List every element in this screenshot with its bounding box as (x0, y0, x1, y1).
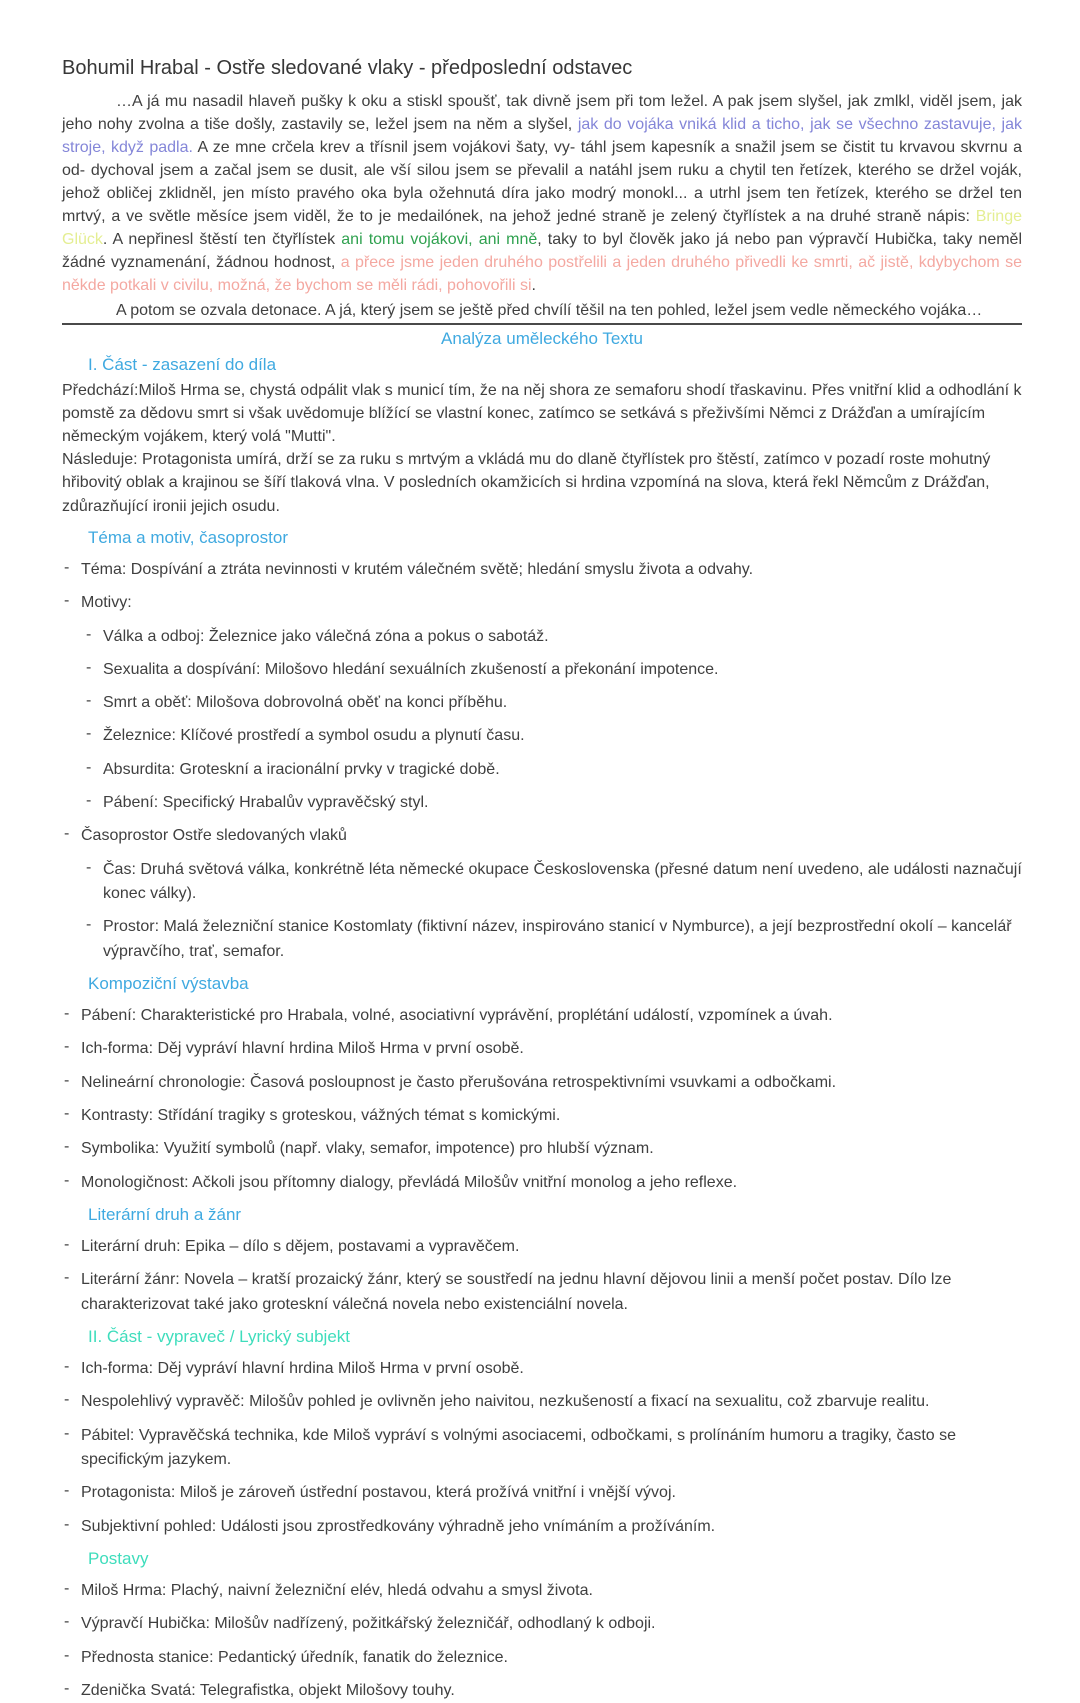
bullet-dash-icon: - (64, 1580, 70, 1597)
bullet-text: Smrt a oběť: Milošova dobrovolná oběť na konci příběhu. (103, 694, 508, 712)
bullet-text: Miloš Hrma: Plachý, naivní železniční elév, hledá odvahu a smysl života. (81, 1582, 593, 1599)
bullet-text: Ich-forma: Děj vypráví hlavní hrdina Miloš Hrma v první osobě. (81, 1360, 524, 1378)
section-heading: Literární druh a žánr (88, 1204, 242, 1224)
bullet-item (86, 691, 1022, 715)
bullet-dash-icon: - (64, 1171, 70, 1189)
bullet-text: Výpravčí Hubička: Milošův nadřízený, požitkářský železničář, odhodlaný k odboji. (81, 1615, 656, 1633)
section-heading: Postavy (88, 1548, 149, 1568)
bullet-item (64, 1037, 1022, 1061)
bullet-item (64, 1357, 1022, 1381)
bullet-item (64, 1646, 1022, 1670)
bullet-text: Literární druh: Epika – dílo s dějem, postavami a vypravěčem. (81, 1238, 520, 1255)
bullet-dash-icon: - (64, 1391, 70, 1409)
bullet-text: Časoprostor Ostře sledovaných vlaků (81, 827, 347, 845)
text-segment: a přece jsme jeden druhého postřelili a jeden druhého přivedli ke smrti, ač jistě, kdybychom se někde potkali v civilu, možná, že bychom se měli rádi, pohovořili si (62, 254, 1027, 295)
bullet-item (64, 1390, 1022, 1414)
bullet-dash-icon: - (86, 692, 92, 710)
bullet-text: Literární žánr: Novela – kratší prozaický žánr, který se soustředí na jednu hlavní dějovou linii a menší počet postav. Dílo lze charakterizovat také jako groteskní válečná novela nebo existenciální novela. (81, 1271, 952, 1313)
bullet-item (64, 1171, 1022, 1195)
bullet-text: Železnice: Klíčové prostředí a symbol osudu a plynutí času. (103, 727, 525, 745)
bullet-text: Pábení: Specifický Hrabalův vypravěčský styl. (103, 794, 429, 812)
bullet-text: Absurdita: Groteskní a iracionální prvky v tragické době. (103, 760, 500, 778)
bullet-item (64, 1268, 1022, 1317)
bullet-dash-icon: - (64, 1269, 70, 1287)
bullet-text: Symbolika: Využití symbolů (např. vlaky, semafor, impotence) pro hlubší význam. (81, 1140, 654, 1158)
bullet-text: Čas: Druhá světová válka, konkrétně léta německé okupace Československa (přesné datum není uvedeno, ale události naznačují konec války). (103, 860, 1022, 902)
bullet-dash-icon: - (64, 1679, 70, 1697)
excerpt-paragraph (62, 90, 1027, 297)
bullet-text: Protagonista: Miloš je zároveň ústřední postavou, která prožívá vnitřní i vnější vývoj. (81, 1484, 676, 1502)
bullet-dash-icon: - (86, 658, 92, 676)
text-segment: . (531, 277, 536, 295)
bullet-item (64, 591, 1022, 615)
section-heading: I. Část - zasazení do díla (88, 354, 277, 374)
bullet-text: Prostor: Malá železniční stanice Kostomlaty (fiktivní název, inspirováno stanicí v Nymburce), a její bezprostřední okolí – kancelář výpravčího, trať, semafor. (103, 918, 1012, 960)
bullet-text: Nespolehlivý vypravěč: Milošův pohled je ovlivněn jeho naivitou, nezkušeností a fixací na sexualitu, což zbarvuje realitu. (81, 1393, 930, 1411)
bullet-text: Kontrasty: Střídání tragiky s groteskou, vážných témat s komickými. (81, 1106, 561, 1124)
text-segment: jak do vojáka vniká klid a ticho, jak se všechno zastavuje, jak stroje, když padla. (62, 116, 1027, 157)
bullet-dash-icon: - (64, 1138, 70, 1156)
bullet-dash-icon: - (64, 825, 70, 843)
bullet-dash-icon: - (64, 1038, 70, 1056)
bullet-dash-icon: - (64, 1424, 70, 1442)
section-heading: Analýza uměleckého Textu (441, 329, 643, 349)
text-segment: Bringe Glück (62, 208, 1027, 249)
bullet-text: Subjektivní pohled: Události jsou zprostředkovány výhradně jeho vnímáním a prožíváním. (81, 1517, 716, 1535)
bullet-item (64, 1137, 1022, 1161)
bullet-text: Válka a odboj: Železnice jako válečná zóna a pokus o sabotáž. (103, 627, 549, 645)
bullet-dash-icon: - (64, 1482, 70, 1500)
bullet-item (86, 658, 1022, 682)
bullet-dash-icon: - (64, 1236, 70, 1253)
bullet-item (86, 858, 1022, 907)
bullet-dash-icon: - (64, 1071, 70, 1089)
text-segment: ani tomu vojákovi, ani mně (341, 231, 538, 249)
bullet-item (86, 791, 1022, 815)
bullet-text: Sexualita a dospívání: Milošovo hledání sexuálních zkušeností a překonání impotence. (103, 660, 719, 678)
bullet-text: Pábitel: Vypravěčská technika, kde Miloš vypráví s volnými asociacemi, odbočkami, s prolínáním humoru a tragiky, často se specifickým jazykem. (81, 1426, 957, 1468)
bullet-item (64, 1579, 1022, 1603)
bullet-dash-icon: - (86, 625, 92, 643)
bullet-item (64, 1004, 1022, 1028)
section-heading: Téma a motiv, časoprostor (88, 527, 288, 547)
section-heading: Kompoziční výstavba (88, 973, 249, 993)
bullet-dash-icon: - (64, 1005, 70, 1023)
paragraph: Následuje: Protagonista umírá, drží se za ruku s mrtvým a vkládá mu do dlaně čtyřlístek pro štěstí, zatímco v pozadí roste mohutný hřibovitý oblak a krajinou se šíří tlaková vlna. V posledních okamžicích si hrdina vzpomíná na slova, která řekl Němcům z Drážďan, zdůrazňující ironii jejich osudu. (62, 451, 991, 515)
bullet-dash-icon: - (64, 1646, 70, 1664)
bullet-text: Téma: Dospívání a ztráta nevinnosti v krutém válečném světě; hledání smyslu života a odvahy. (81, 560, 754, 578)
bullet-item (86, 625, 1022, 649)
bullet-dash-icon: - (86, 916, 92, 934)
text-segment: …A já mu nasadil hlaveň pušky k oku a stiskl spoušť, tak divně jsem při tom ležel. A pak jsem slyšel, jak zmlkl, viděl jsem, jak jeho nohy zvolna a tiše došly, zastavily se, ležel jsem na něm a slyšel, (62, 93, 1027, 134)
bullet-dash-icon: - (64, 1104, 70, 1122)
bullet-item (64, 1424, 1022, 1473)
bullet-dash-icon: - (86, 858, 92, 876)
bullet-text: Zdenička Svatá: Telegrafistka, objekt Milošovy touhy. (81, 1681, 455, 1699)
bullet-dash-icon: - (86, 792, 92, 810)
bullet-text: Monologičnost: Ačkoli jsou přítomny dialogy, převládá Milošův vnitřní monolog a jeho reflexe. (81, 1173, 738, 1191)
section-heading: II. Část - vypraveč / Lyrický subjekt (88, 1326, 350, 1346)
bullet-item (86, 915, 1022, 964)
underlined-excerpt-line: A potom se ozvala detonace. A já, který jsem se ještě před chvílí těšil na ten pohled, ležel jsem vedle německého vojáka… (62, 299, 1022, 325)
bullet-item (64, 824, 1022, 848)
bullet-item (64, 1481, 1022, 1505)
text-segment: A ze mne crčela krev a třísnil jsem vojákovi šaty, vy- táhl jsem kapesník a snažil jsem se čistit tu krvavou skvrnu a od- dychoval jsem a začal jsem se dusit, ale vší silou jsem se převalil a natáhl jsem ruku a chytil ten řetízek, kterého se držel voják, jehož obličej zklidněl, jen místo pravého oka byla ožehnutá díra jako modrý monokl... a utrhl jsem ten řetízek, kterého se držel ten mrtvý, a ve světle měsíce jsem viděl, že to je medailónek, na jehož jedné straně je zelený čtyřlístek a na druhé straně nápis: (62, 139, 1027, 226)
bullet-item (64, 1104, 1022, 1128)
document-title: Bohumil Hrabal - Ostře sledované vlaky - předposlední odstavec (62, 57, 633, 79)
bullet-text: Nelineární chronologie: Časová posloupnost je často přerušována retrospektivními vsuvkami a odbočkami. (81, 1073, 837, 1091)
bullet-item (64, 1071, 1022, 1095)
bullet-item (86, 724, 1022, 748)
bullet-text: Přednosta stanice: Pedantický úředník, fanatik do železnice. (81, 1648, 508, 1666)
bullet-dash-icon: - (64, 592, 70, 610)
bullet-text: Pábení: Charakteristické pro Hrabala, volné, asociativní vyprávění, proplétání událostí, vzpomínek a úvah. (81, 1007, 833, 1025)
bullet-text: Motivy: (81, 594, 132, 612)
bullet-item (64, 1612, 1022, 1636)
bullet-item (64, 558, 1022, 582)
text-segment: , taky to byl člověk jako já nebo pan výpravčí Hubička, taky neměl žádné vyznamenání, žádnou hodnost, (62, 231, 1027, 272)
bullet-dash-icon: - (64, 558, 70, 576)
bullet-item (64, 1235, 1022, 1259)
paragraph: Předchází:Miloš Hrma se, chystá odpálit vlak s municí tím, že na něj shora ze semaforu shodí třaskavinu. Přes vnitřní klid a odhodlání k pomstě za dědovu smrt si však uvědomuje blížící se vlastní konec, zatímco se setkává s přeživšími Němci z Drážďan a umírajícím německým vojákem, který volá "Mutti". (62, 381, 1022, 446)
bullet-dash-icon: - (64, 1358, 70, 1376)
bullet-item (64, 1679, 1022, 1703)
bullet-dash-icon: - (86, 758, 92, 776)
bullet-dash-icon: - (64, 1613, 70, 1631)
bullet-text: Ich-forma: Děj vypráví hlavní hrdina Miloš Hrma v první osobě. (81, 1040, 524, 1058)
bullet-item (86, 758, 1022, 782)
bullet-dash-icon: - (86, 725, 92, 743)
text-segment: . A nepřinesl štěstí ten čtyřlístek (102, 231, 342, 249)
bullet-dash-icon: - (64, 1515, 70, 1533)
